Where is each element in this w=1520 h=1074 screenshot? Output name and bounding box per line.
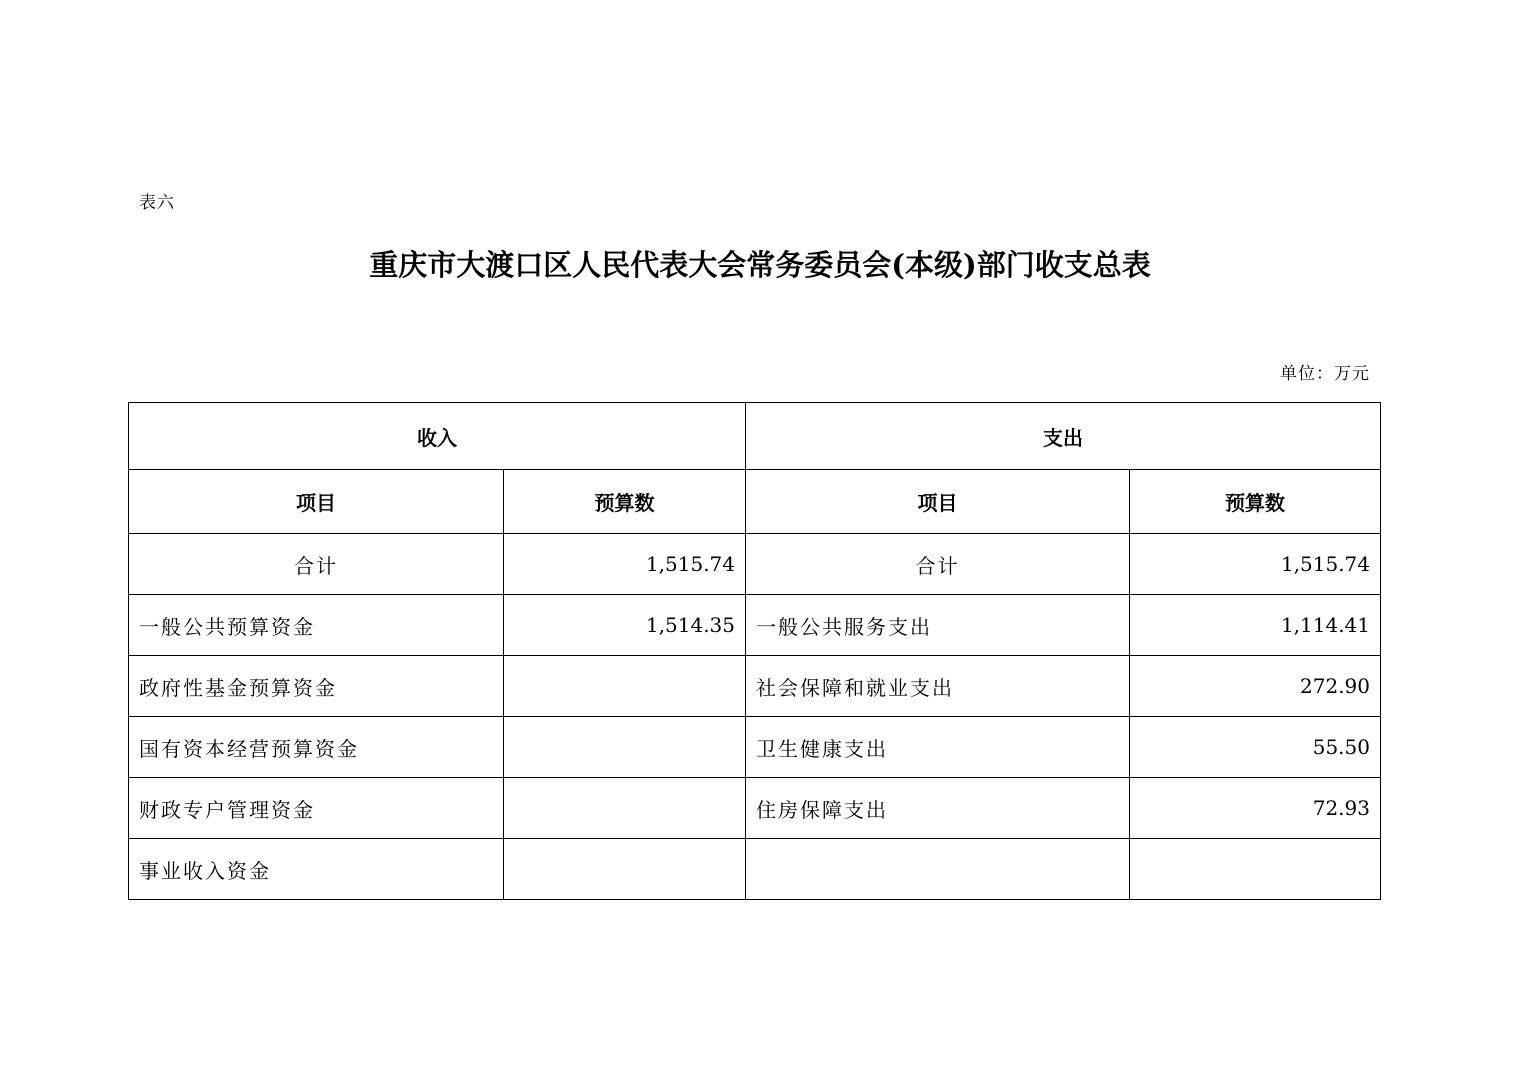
expense-item-cell: 一般公共服务支出 bbox=[746, 595, 1130, 656]
income-item-cell: 政府性基金预算资金 bbox=[129, 656, 504, 717]
income-item-cell: 财政专户管理资金 bbox=[129, 778, 504, 839]
expense-amount-cell: 1,114.41 bbox=[1130, 595, 1381, 656]
income-amount-header: 预算数 bbox=[504, 470, 746, 534]
income-amount-cell bbox=[504, 778, 746, 839]
income-item-cell: 一般公共预算资金 bbox=[129, 595, 504, 656]
section-header-row bbox=[129, 403, 1381, 470]
page-title: 重庆市大渡口区人民代表大会常务委员会(本级)部门收支总表 bbox=[369, 248, 1151, 282]
expense-item-cell: 卫生健康支出 bbox=[746, 717, 1130, 778]
unit-note: 单位：万元 bbox=[1280, 364, 1370, 384]
income-amount-cell bbox=[504, 656, 746, 717]
expense-item-cell: 合计 bbox=[746, 534, 1130, 595]
table-row bbox=[129, 839, 1381, 900]
income-item-header: 项目 bbox=[129, 470, 504, 534]
income-amount-cell bbox=[504, 839, 746, 900]
expenditure-section-header: 支出 bbox=[746, 403, 1381, 470]
expense-item-cell: 住房保障支出 bbox=[746, 778, 1130, 839]
table-row-total bbox=[129, 534, 1381, 595]
expense-amount-cell: 1,515.74 bbox=[1130, 534, 1381, 595]
expense-amount-cell: 55.50 bbox=[1130, 717, 1381, 778]
expense-amount-cell: 272.90 bbox=[1130, 656, 1381, 717]
income-amount-cell: 1,515.74 bbox=[504, 534, 746, 595]
table-row bbox=[129, 656, 1381, 717]
budget-summary-table bbox=[128, 402, 1381, 900]
income-section-header: 收入 bbox=[129, 403, 746, 470]
expense-amount-header: 预算数 bbox=[1130, 470, 1381, 534]
column-header-row bbox=[129, 470, 1381, 534]
income-amount-cell bbox=[504, 717, 746, 778]
income-amount-cell: 1,514.35 bbox=[504, 595, 746, 656]
expense-amount-cell: 72.93 bbox=[1130, 778, 1381, 839]
table-row bbox=[129, 595, 1381, 656]
income-item-cell: 合计 bbox=[129, 534, 504, 595]
income-item-cell: 国有资本经营预算资金 bbox=[129, 717, 504, 778]
table-row bbox=[129, 717, 1381, 778]
table-number-label: 表六 bbox=[139, 193, 175, 213]
income-item-cell: 事业收入资金 bbox=[129, 839, 504, 900]
expense-item-cell bbox=[746, 839, 1130, 900]
expense-item-header: 项目 bbox=[746, 470, 1130, 534]
expense-item-cell: 社会保障和就业支出 bbox=[746, 656, 1130, 717]
expense-amount-cell bbox=[1130, 839, 1381, 900]
table-row bbox=[129, 778, 1381, 839]
